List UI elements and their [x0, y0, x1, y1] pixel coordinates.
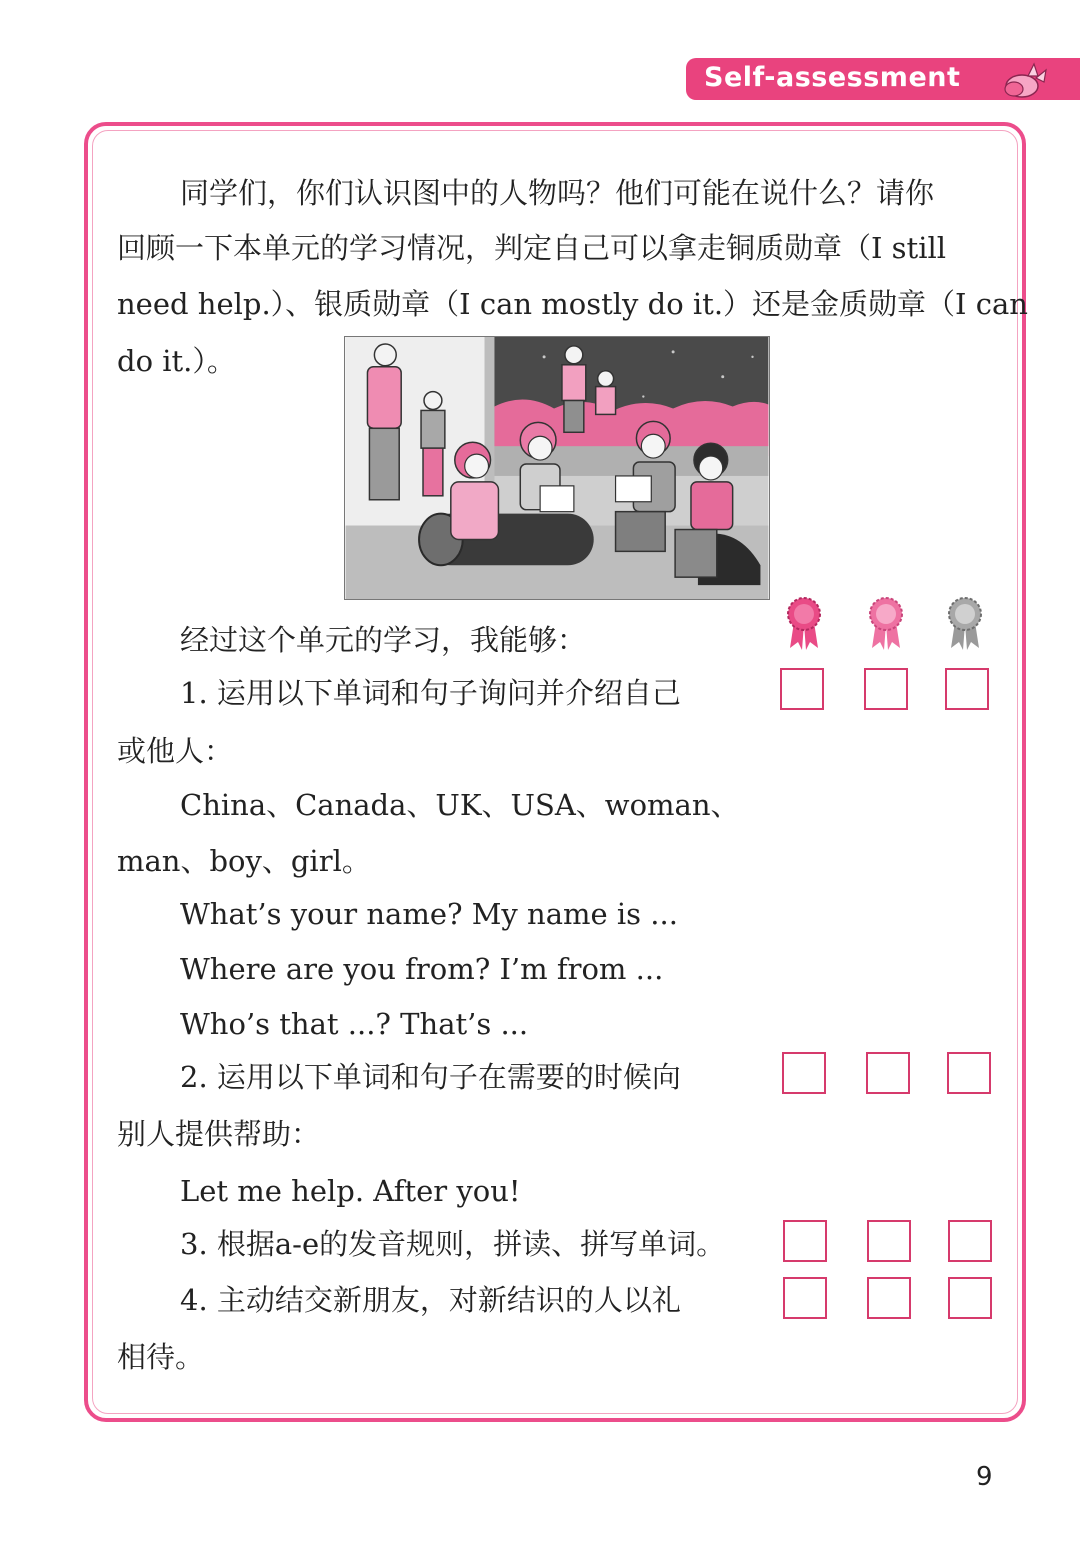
item-2-sentence-1: Let me help. After you!	[180, 1174, 521, 1208]
item-2-medal-1-checkbox[interactable]	[782, 1052, 826, 1094]
intro-line-2: 回顾一下本单元的学习情况，判定自己可以拿走铜质勋章（I still	[117, 231, 947, 265]
item-2-medal-2-checkbox[interactable]	[866, 1052, 910, 1094]
item-1-words-1: China、Canada、UK、USA、woman、	[180, 788, 740, 822]
item-1-medal-3-checkbox[interactable]	[945, 668, 989, 710]
item-4-line-2: 相待。	[117, 1340, 205, 1374]
item-3-line-1: 3. 根据a-e的发音规则，拼读、拼写单词。	[180, 1227, 726, 1261]
light-pink-ribbon-medal-icon	[864, 594, 908, 650]
item-1-sentence-2: Where are you from? I’m from ...	[180, 952, 664, 986]
assessment-lead: 经过这个单元的学习，我能够：	[180, 623, 587, 657]
item-3-medal-2-checkbox[interactable]	[867, 1220, 911, 1262]
item-4-line-1: 4. 主动结交新朋友，对新结识的人以礼	[180, 1283, 681, 1317]
item-2-medal-3-checkbox[interactable]	[947, 1052, 991, 1094]
item-3-medal-1-checkbox[interactable]	[783, 1220, 827, 1262]
silver-ribbon-medal-icon	[943, 594, 987, 650]
pink-ribbon-medal-icon	[782, 594, 826, 650]
intro-line-1: 同学们，你们认识图中的人物吗？他们可能在说什么？请你	[180, 176, 935, 210]
item-1-medal-2-checkbox[interactable]	[864, 668, 908, 710]
intro-line-4: do it.）。	[117, 344, 236, 378]
item-1-sentence-1: What’s your name? My name is ...	[180, 897, 678, 931]
item-4-medal-2-checkbox[interactable]	[867, 1277, 911, 1319]
item-1-sentence-3: Who’s that ...? That’s ...	[180, 1007, 529, 1041]
classroom-night-illustration	[344, 336, 770, 600]
item-1-medal-1-checkbox[interactable]	[780, 668, 824, 710]
item-4-medal-1-checkbox[interactable]	[783, 1277, 827, 1319]
item-2-line-2: 别人提供帮助：	[117, 1117, 321, 1151]
intro-line-3: need help.）、银质勋章（I can mostly do it.）还是金质勋章（I can	[117, 287, 1028, 321]
item-3-medal-3-checkbox[interactable]	[948, 1220, 992, 1262]
item-4-medal-3-checkbox[interactable]	[948, 1277, 992, 1319]
section-header-tab	[686, 58, 1080, 100]
item-2-line-1: 2. 运用以下单词和句子在需要的时候向	[180, 1060, 681, 1094]
item-1-line-2: 或他人：	[117, 734, 234, 768]
section-title: Self-assessment	[704, 62, 961, 93]
page-number: 9	[976, 1462, 993, 1492]
item-1-line-1: 1. 运用以下单词和句子询问并介绍自己	[180, 676, 681, 710]
bunny-hat-icon	[1000, 62, 1050, 98]
item-1-words-2: man、boy、girl。	[117, 844, 371, 878]
